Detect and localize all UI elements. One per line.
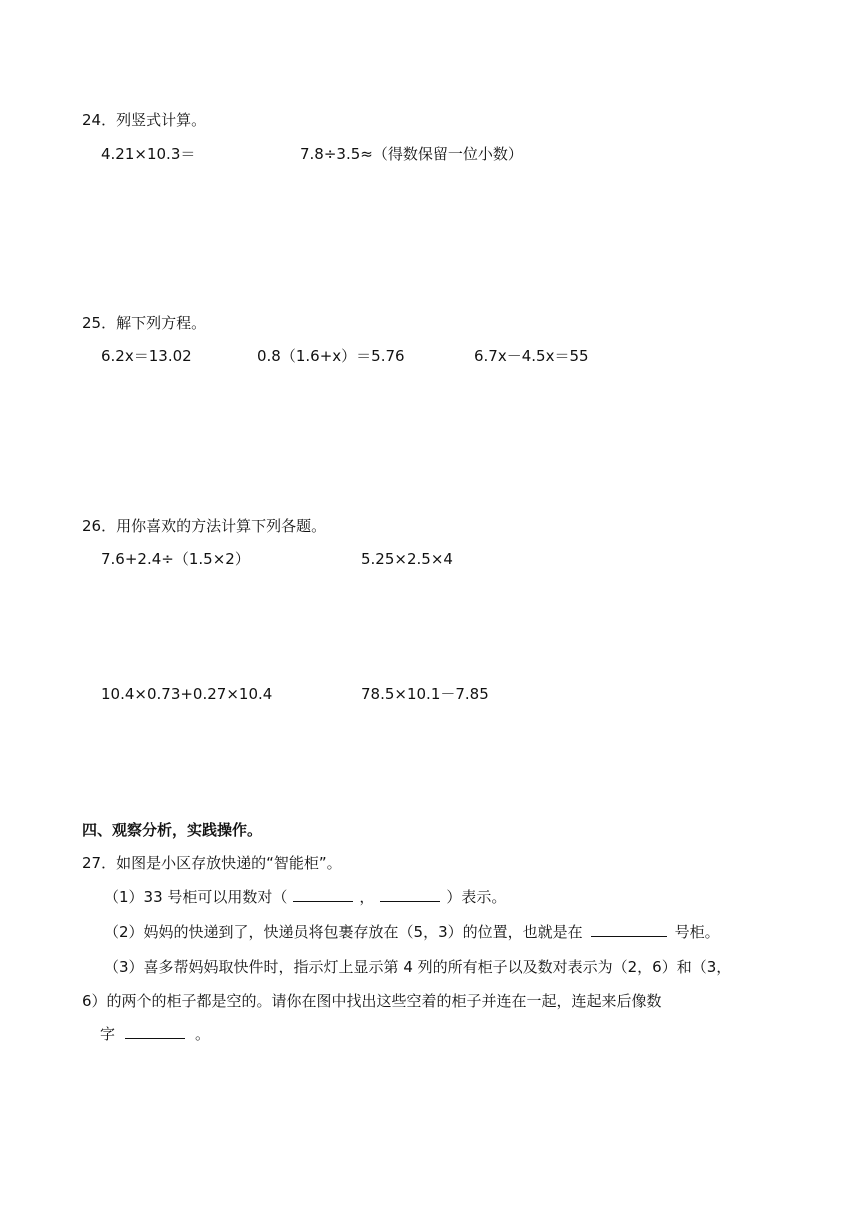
q26-item-4: 78.5×10.1－7.85 xyxy=(361,685,489,703)
q24-item-2: 7.8÷3.5≈（得数保留一位小数） xyxy=(300,145,523,163)
q24-item-1: 4.21×10.3＝ xyxy=(101,145,196,163)
q25-heading: 25．解下列方程。 xyxy=(82,314,207,332)
q26-item-3: 10.4×0.73+0.27×10.4 xyxy=(101,685,273,703)
answer-blank-3[interactable] xyxy=(591,922,667,937)
q27-part3-text-a: 字 xyxy=(100,1025,116,1043)
q26-item-1: 7.6+2.4÷（1.5×2） xyxy=(101,550,250,568)
q27-part2-text-a: （2）妈妈的快递到了，快递员将包裹存放在（5，3）的位置，也就是在 xyxy=(104,923,583,941)
answer-blank-4[interactable] xyxy=(125,1024,185,1039)
q25-item-3: 6.7x－4.5x＝55 xyxy=(474,347,589,365)
q27-part3-line1: （3）喜多帮妈妈取快件时，指示灯上显示第 4 列的所有柜子以及数对表示为（2，6）和（3， xyxy=(104,958,732,976)
q27-part3-text-b: 。 xyxy=(195,1025,211,1043)
q25-item-1: 6.2x＝13.02 xyxy=(101,347,192,365)
q27-part2 xyxy=(104,922,720,942)
answer-blank-2[interactable] xyxy=(380,887,440,902)
q27-part3-line2: 6）的两个的柜子都是空的。请你在图中找出这些空着的柜子并连在一起，连起来后像数 xyxy=(82,992,662,1010)
q27-part1-comma: ， xyxy=(359,888,375,906)
q25-item-2: 0.8（1.6+x）＝5.76 xyxy=(257,347,405,365)
q27-heading: 27．如图是小区存放快递的“智能柜”。 xyxy=(82,854,342,872)
q27-part1 xyxy=(104,887,506,907)
q27-part1-text-a: （1）33 号柜可以用数对（ xyxy=(104,888,288,906)
q26-heading: 26．用你喜欢的方法计算下列各题。 xyxy=(82,517,327,535)
q24-heading: 24．列竖式计算。 xyxy=(82,111,207,129)
section-heading: 四、观察分析，实践操作。 xyxy=(82,821,263,839)
q27-part3-line3 xyxy=(100,1024,210,1044)
answer-blank-1[interactable] xyxy=(293,887,353,902)
q27-part2-text-b: 号柜。 xyxy=(674,923,720,941)
q26-item-2: 5.25×2.5×4 xyxy=(361,550,453,568)
q27-part1-text-b: ）表示。 xyxy=(446,888,507,906)
